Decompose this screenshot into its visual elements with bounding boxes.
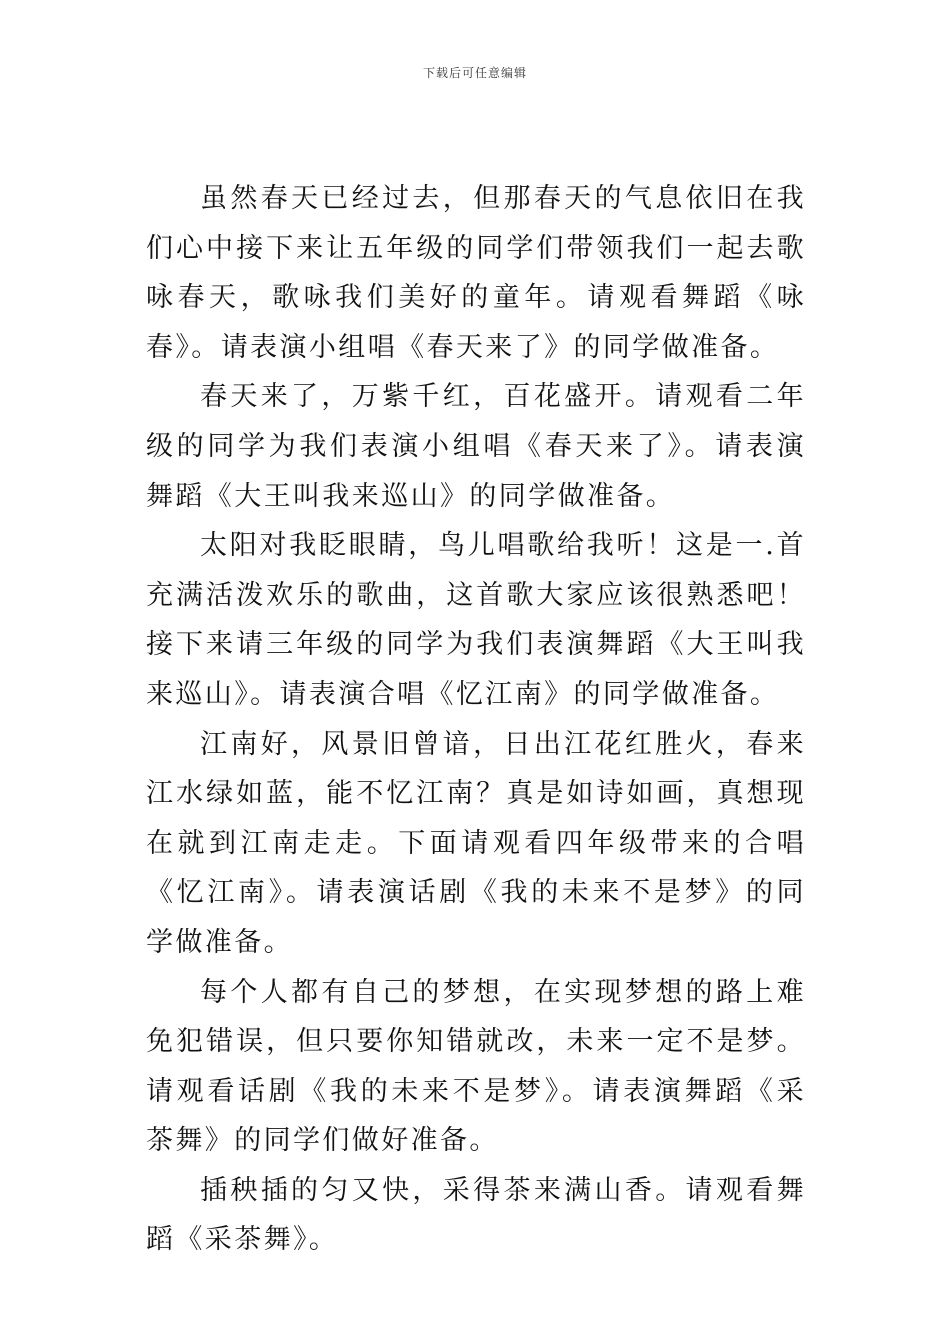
paragraph: 江南好，风景旧曾谙，日出江花红胜火，春来江水绿如蓝，能不忆江南？真是如诗如画，真想现在就到江南走走。下面请观看四年级带来的合唱《忆江南》。请表演话剧《我的未来不是梦》的同学做准备。 [146, 728, 806, 958]
paragraph: 虽然春天已经过去，但那春天的气息依旧在我们心中接下来让五年级的同学们带领我们一起去歌咏春天，歌咏我们美好的童年。请观看舞蹈《咏春》。请表演小组唱《春天来了》的同学做准备。 [146, 183, 806, 363]
paragraph: 每个人都有自己的梦想，在实现梦想的路上难免犯错误，但只要你知错就改，未来一定不是梦。请观看话剧《我的未来不是梦》。请表演舞蹈《采茶舞》的同学们做好准备。 [146, 976, 806, 1157]
header-note: 下载后可任意编辑 [422, 66, 527, 80]
paragraph: 插秧插的匀又快，采得茶来满山香。请观看舞蹈《采茶舞》。 [146, 1174, 806, 1256]
document-body [146, 174, 806, 1265]
paragraph: 春天来了，万紫千红，百花盛开。请观看二年级的同学为我们表演小组唱《春天来了》。请表演舞蹈《大王叫我来巡山》的同学做准备。 [146, 381, 806, 512]
paragraph: 太阳对我眨眼睛，鸟儿唱歌给我听！这是一.首充满活泼欢乐的歌曲，这首歌大家应该很熟悉吧！接下来请三年级的同学为我们表演舞蹈《大王叫我来巡山》。请表演合唱《忆江南》的同学做准备。 [146, 530, 806, 710]
